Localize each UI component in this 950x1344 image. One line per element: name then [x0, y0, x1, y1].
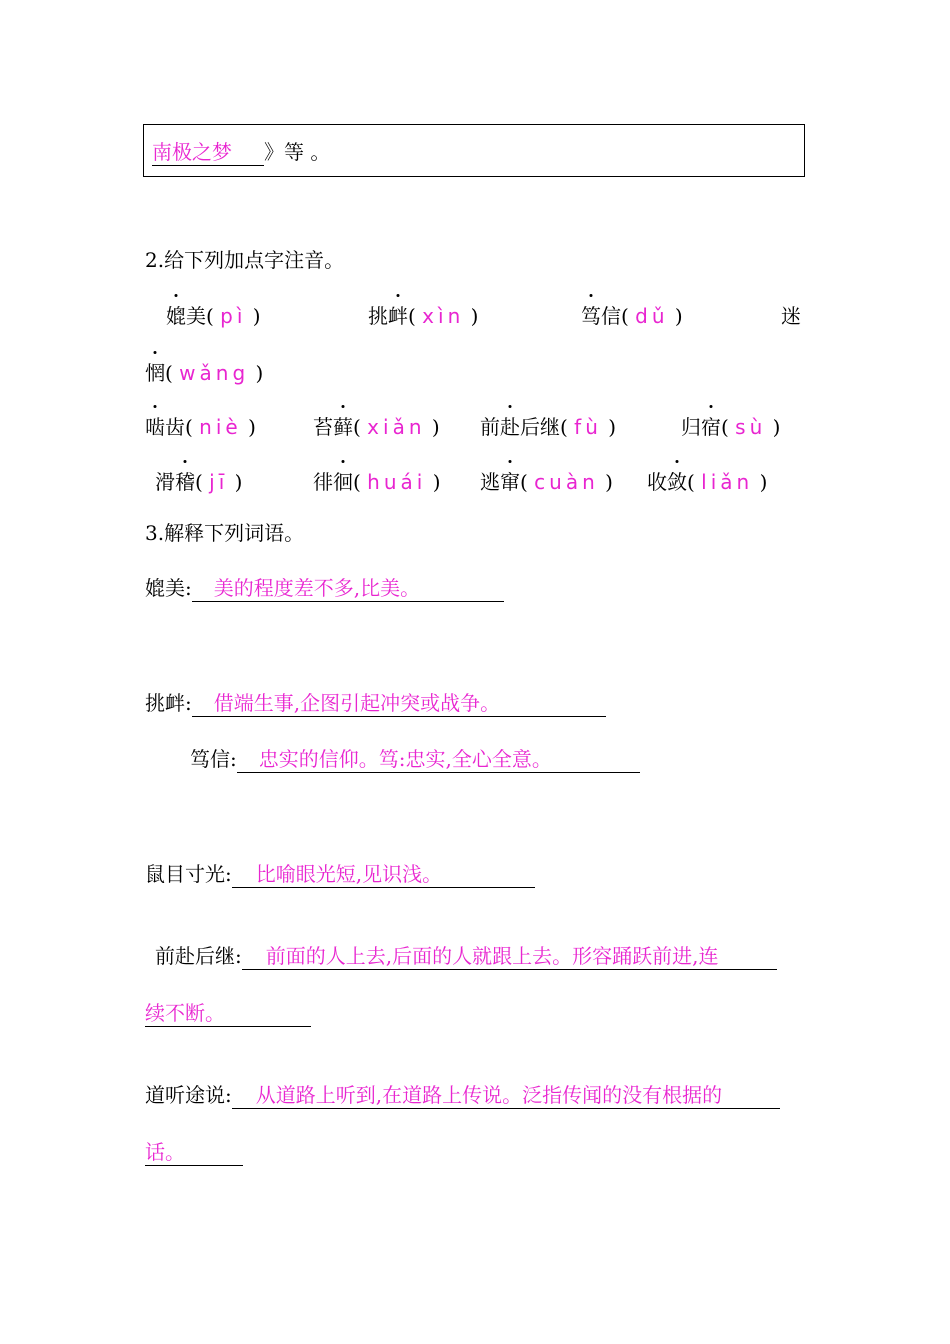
pinyin-item-6: 苔藓( xiǎn ) — [313, 415, 440, 439]
definition-answer: 从道路上听到,在道路上传说。泛指传闻的没有根据的 — [232, 1082, 780, 1109]
pinyin-item-1: 媲美( pì ) — [166, 304, 261, 328]
dotted-char: 窜 — [500, 470, 520, 494]
dotted-char: 徊 — [333, 470, 353, 494]
definition-item-5-cont — [145, 999, 311, 1027]
pinyin-item-8: 归宿( sù ) — [681, 415, 781, 439]
definition-answer: 忠实的信仰。笃:忠实,全心全意。 — [237, 746, 640, 773]
definition-term: 鼠目寸光: — [145, 862, 232, 886]
pinyin-answer: xiǎn — [367, 415, 426, 439]
pinyin-answer: sù — [735, 415, 767, 439]
pinyin-item-4: 惘( wǎng ) — [145, 361, 264, 385]
dotted-char: 稽 — [175, 470, 195, 494]
dotted-char: 赴 — [500, 415, 520, 439]
definition-term: 笃信: — [190, 747, 237, 771]
pinyin-answer: pì — [220, 304, 247, 328]
definition-item-6 — [145, 1081, 780, 1109]
definition-term: 道听途说: — [145, 1083, 232, 1107]
definition-term: 挑衅: — [145, 691, 192, 715]
pinyin-answer: jī — [209, 470, 229, 494]
pinyin-answer: wǎng — [179, 361, 250, 385]
definition-answer: 比喻眼光短,见识浅。 — [232, 861, 535, 888]
q3-heading: 3.解释下列词语。 — [145, 521, 305, 545]
pinyin-item-9: 滑稽( jī ) — [155, 470, 243, 494]
dotted-char: 笃 — [581, 304, 601, 328]
pinyin-item-12: 收敛( liǎn ) — [647, 470, 768, 494]
definition-answer-cont: 续不断。 — [145, 1000, 311, 1027]
dotted-char: 敛 — [667, 470, 687, 494]
box-suffix: 》等 。 — [264, 140, 331, 164]
pinyin-answer: huái — [367, 470, 427, 494]
definition-term: 前赴后继: — [155, 944, 242, 968]
pinyin-item-10: 徘徊( huái ) — [313, 470, 441, 494]
definition-term: 媲美: — [145, 576, 192, 600]
dotted-char: 啮 — [145, 415, 165, 439]
pinyin-item-11: 逃窜( cuàn ) — [480, 470, 613, 494]
definition-item-6-cont — [145, 1138, 243, 1166]
dotted-char: 媲 — [166, 304, 186, 328]
dotted-char: 衅 — [388, 304, 408, 328]
pinyin-item-7: 前赴后继( fù ) — [480, 415, 617, 439]
pinyin-item-2: 挑衅( xìn ) — [368, 304, 479, 328]
pinyin-item-5: 啮齿( niè ) — [145, 415, 256, 439]
definition-answer: 借端生事,企图引起冲突或战争。 — [192, 690, 606, 717]
pinyin-answer: dǔ — [635, 304, 669, 328]
definition-answer: 美的程度差不多,比美。 — [192, 575, 504, 602]
definition-answer: 前面的人上去,后面的人就跟上去。形容踊跃前进,连 — [242, 943, 777, 970]
definition-item-4 — [145, 860, 535, 888]
definition-item-2 — [145, 689, 606, 717]
q2-heading: 2.给下列加点字注音。 — [145, 248, 345, 272]
definition-item-5 — [155, 942, 777, 970]
pinyin-answer: xìn — [422, 304, 465, 328]
pinyin-answer: fù — [574, 415, 602, 439]
dotted-char: 惘 — [145, 361, 165, 385]
definition-answer-cont: 话。 — [145, 1139, 243, 1166]
pinyin-answer: cuàn — [534, 470, 599, 494]
box-line — [152, 138, 330, 166]
definition-item-3 — [190, 745, 640, 773]
dotted-char: 宿 — [701, 415, 721, 439]
pinyin-answer: niè — [199, 415, 242, 439]
pinyin-answer: liǎn — [701, 470, 754, 494]
definition-item-1 — [145, 574, 504, 602]
box-title-answer: 南极之梦 — [152, 139, 264, 166]
dotted-char: 藓 — [333, 415, 353, 439]
pinyin-item-3: 笃信( dǔ ) — [581, 304, 683, 328]
pinyin-item-4-pre: 迷 — [781, 304, 801, 328]
